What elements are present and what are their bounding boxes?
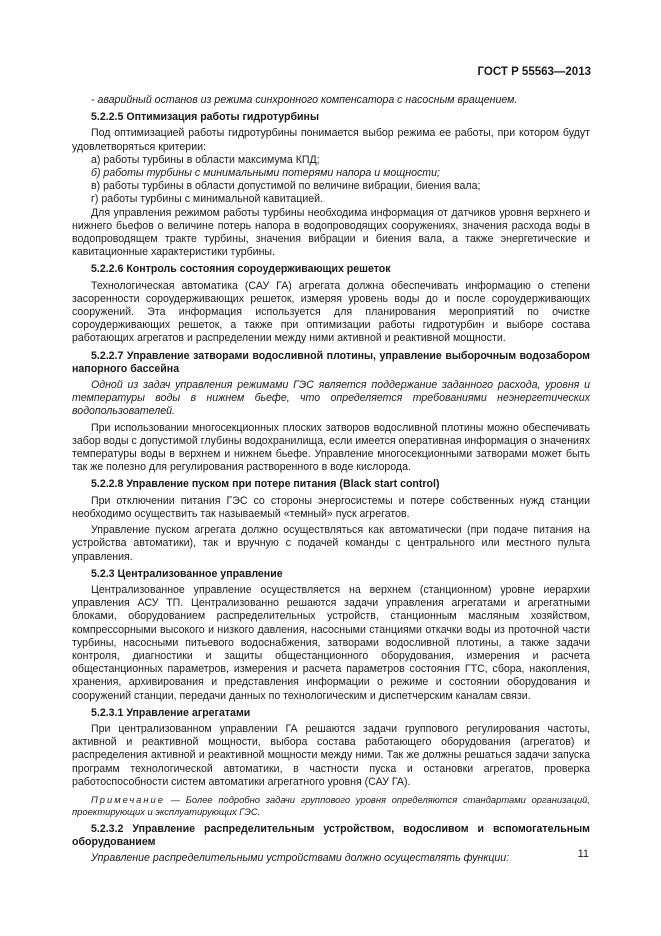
paragraph-black-start: При отключении питания ГЭС со стороны энергосистемы и потере собственных нужд станции необходимо осуществить так называемый «темный» пуск агрегатов. bbox=[72, 494, 590, 520]
section-heading-5232: 5.2.3.2 Управление распределительным устройством, водосливом и вспомогательным оборудованием bbox=[72, 822, 590, 849]
paragraph-multisection-gates: При использовании многосекционных плоских затворов водосливной плотины можно обеспечивать забор воды с допустимой глубины водохранилища, если имеется оперативная информация о значениях температуры воды в верхнем и нижнем бьефе. Управление многосекционными затворами может быть так же полезно для регулирования растворенного в воде кислорода. bbox=[72, 421, 590, 474]
section-heading-5228: 5.2.2.8 Управление пуском при потере питания (Black start control) bbox=[91, 478, 440, 491]
paragraph-turbine-control-info: Для управления режимом работы турбины необходима информация от датчиков уровня верхнего и нижнего бьефов о величине потерь напора в водопроводящих сооружениях, значения расхода воды в водопроводящем тракте турбины, значения вибрации и биения вала, а также энергетические и кавитационные характеристики турбины. bbox=[72, 206, 590, 259]
section-heading-5226: 5.2.2.6 Контроль состояния сороудерживающих решеток bbox=[91, 263, 391, 276]
note bbox=[72, 794, 590, 819]
note-label: Примечание bbox=[91, 793, 165, 805]
list-item-emergency-stop: - аварийный останов из режима синхронного компенсатора с насосным вращением. bbox=[91, 94, 518, 106]
paragraph-trash-rack: Технологическая автоматика (САУ ГА) агрегата должна обеспечивать информацию о степени засоренности сороудерживающих решеток, измеряя уровень воды до и после сороудерживающих сооружений. Эта информация используется для планирования мероприятий по очистке сороудерживающих решеток, а также при оптимизации работы гидротурбин и выборе состава работающих агрегатов и распределении между ними активной и реактивной мощности. bbox=[72, 279, 590, 345]
paragraph-optimization-definition: Под оптимизацией работы гидротурбины понимается выбор режима ее работы, при котором будут удовлетворяться критерии: bbox=[72, 127, 590, 153]
paragraph-discharge-control: Одной из задач управления режимами ГЭС является поддержание заданного расхода, уровня и температуры воды в нижнем бьефе, что определяется требованиями неэнергетических водопользователей. bbox=[72, 379, 590, 418]
paragraph-start-control: Управление пуском агрегата должно осуществляться как автоматически (при подаче питания на устройства автоматики), так и вручную с подачей команды с центрального или местного пульта управления. bbox=[72, 524, 590, 563]
paragraph-centralized-control: Централизованное управление осуществляется на верхнем (станционном) уровне иерархии управления АСУ ТП. Централизованно решаются задачи управления агрегатами и агрегатными блоками, оборудованием распределительных устройств, станционным масляным хозяйством, компрессорными высокого и низкого давления, насосными станциями откачки воды из проточной части турбины, насосными питьевого водоснабжения, затворами водосливной плотины, а также задачи контроля, диагностики и защиты общестанционного оборудования, измерения и расчета общестанционных параметров, измерения и расчета параметров состояния ГТС, сбора, накопления, хранения, архивирования и представления информации о режиме и состоянии оборудования и сооружений станции, передачи данных по технологическим и диспетчерским каналам связи. bbox=[72, 583, 590, 702]
page-number: 11 bbox=[577, 848, 589, 860]
section-heading-5227: 5.2.2.7 Управление затворами водосливной плотины, управление выборочным водозабором напорного бассейна bbox=[72, 349, 590, 375]
paragraph-unit-control: При централизованном управлении ГА решаются задачи группового регулирования частоты, активной и реактивной мощности, выбора состава работающего оборудования (агрегатов) и распределения активной и реактивной мощности между ними. Так же должны решаться задачи запуска программ технологической автоматики, в частности пуска и остановки агрегатов, проверка работоспособности систем автоматики агрегатного уровня (САУ ГА). bbox=[72, 722, 590, 788]
list-item-b: б) работы турбины с минимальными потерями напора и мощности; bbox=[91, 167, 440, 180]
page-body bbox=[72, 94, 590, 866]
section-heading-5231: 5.2.3.1 Управление агрегатами bbox=[91, 706, 251, 719]
document-code: ГОСТ Р 55563—2013 bbox=[477, 66, 591, 78]
list-item-v: в) работы турбины в области допустимой по величине вибрации, биения вала; bbox=[91, 180, 481, 193]
list-item-a: а) работы турбины в области максимума КПД; bbox=[91, 153, 320, 166]
note-text: — Более подробно задачи группового уровня определяются стандартами организаций, проектирующих и эксплуатирующих ГЭС. bbox=[72, 793, 590, 818]
list-item-g: г) работы турбины с минимальной кавитацией. bbox=[91, 193, 324, 206]
paragraph-switchgear-functions: Управление распределительными устройствами должно осуществлять функции: bbox=[91, 852, 510, 865]
section-heading-523: 5.2.3 Централизованное управление bbox=[91, 567, 283, 580]
section-heading-5225: 5.2.2.5 Оптимизация работы гидротурбины bbox=[91, 111, 319, 124]
